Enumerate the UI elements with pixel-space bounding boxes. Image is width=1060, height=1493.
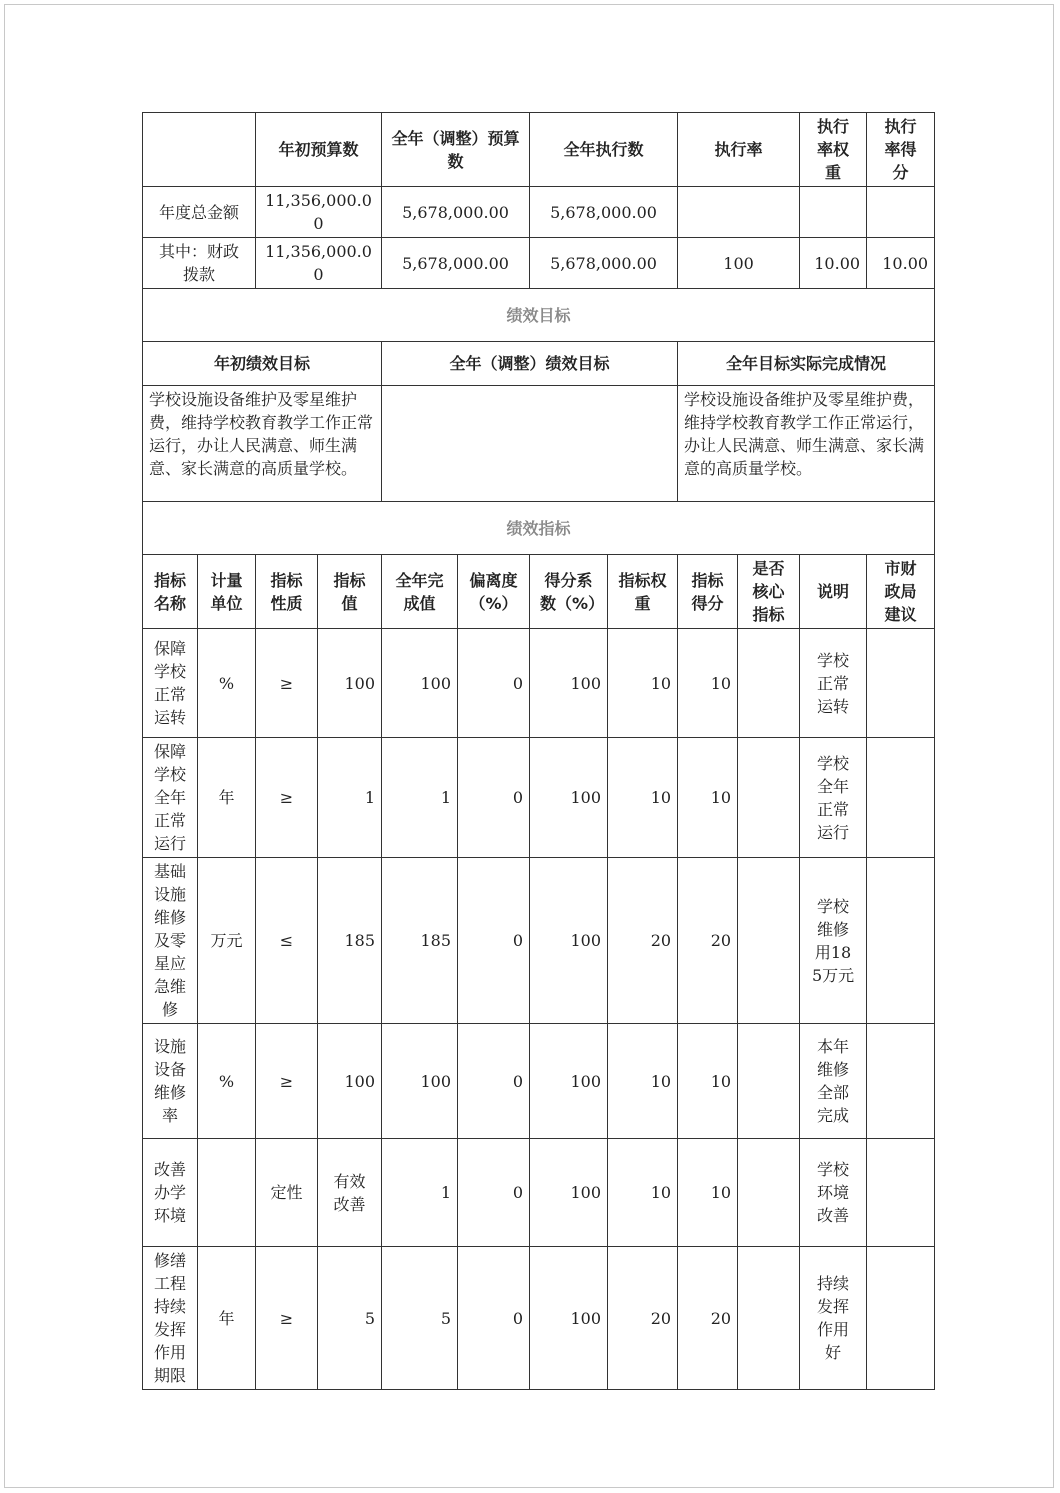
ind-unit: % [198,1024,256,1139]
ind-unit [198,1139,256,1247]
budget-row-adjusted: 5,678,000.00 [382,238,530,289]
ind-value: 185 [318,858,382,1024]
ind-nature: 定性 [256,1139,318,1247]
ind-weight: 10 [608,738,678,858]
ind-value: 100 [318,629,382,738]
indicator-row [143,1139,935,1247]
budget-row-label: 年度总金额 [143,187,256,238]
ind-completed: 100 [382,629,458,738]
indicator-row [143,738,935,858]
ind-unit: 年 [198,1247,256,1390]
indicator-row [143,858,935,1024]
ind-header-advice: 市财政局建议 [867,555,935,629]
ind-value: 有效改善 [318,1139,382,1247]
budget-row-executed: 5,678,000.00 [530,238,678,289]
ind-core [738,738,800,858]
budget-row-rate [678,187,800,238]
ind-header-name: 指标名称 [143,555,198,629]
ind-name: 基础设施维修及零星应急维修 [143,858,198,1024]
budget-row-initial: 11,356,000.00 [256,187,382,238]
ind-header-deviation: 偏离度（%） [458,555,530,629]
ind-coef: 100 [530,1024,608,1139]
ind-weight: 20 [608,858,678,1024]
ind-name: 保障学校正常运转 [143,629,198,738]
budget-header-blank [143,113,256,187]
ind-header-core: 是否核心指标 [738,555,800,629]
ind-name: 改善办学环境 [143,1139,198,1247]
ind-deviation: 0 [458,738,530,858]
ind-deviation: 0 [458,1024,530,1139]
budget-header-score: 执行率得分 [867,113,935,187]
ind-value: 1 [318,738,382,858]
budget-row-weight [800,187,867,238]
ind-header-completed: 全年完成值 [382,555,458,629]
goals-header-actual: 全年目标实际完成情况 [678,342,935,386]
ind-advice [867,858,935,1024]
ind-completed: 1 [382,738,458,858]
ind-core [738,1024,800,1139]
budget-header-executed: 全年执行数 [530,113,678,187]
budget-row-score: 10.00 [867,238,935,289]
ind-note: 本年维修全部完成 [800,1024,867,1139]
ind-nature: ≥ [256,629,318,738]
ind-header-unit: 计量单位 [198,555,256,629]
goals-header-adjusted: 全年（调整）绩效目标 [382,342,678,386]
budget-header-adjusted: 全年（调整）预算数 [382,113,530,187]
budget-row-rate: 100 [678,238,800,289]
ind-weight: 10 [608,1139,678,1247]
goals-header-row [143,342,935,386]
ind-core [738,1247,800,1390]
goals-actual-text: 学校设施设备维护及零星维护费，维持学校教育教学工作正常运行，办让人民满意、师生满意、家长满意的高质量学校。 [678,386,935,502]
ind-score: 20 [678,858,738,1024]
ind-header-coef: 得分系数（%） [530,555,608,629]
indicator-row [143,1024,935,1139]
ind-unit: % [198,629,256,738]
ind-value: 5 [318,1247,382,1390]
ind-note: 学校环境改善 [800,1139,867,1247]
indicator-row [143,629,935,738]
ind-core [738,629,800,738]
budget-row [143,238,935,289]
ind-advice [867,1247,935,1390]
goals-content-row [143,386,935,502]
ind-completed: 1 [382,1139,458,1247]
ind-advice [867,738,935,858]
ind-deviation: 0 [458,858,530,1024]
ind-deviation: 0 [458,1247,530,1390]
ind-nature: ≥ [256,738,318,858]
goals-adjusted-text [382,386,678,502]
ind-score: 20 [678,1247,738,1390]
performance-table [142,112,935,1390]
ind-score: 10 [678,1024,738,1139]
ind-header-score: 指标得分 [678,555,738,629]
ind-note: 学校维修用185万元 [800,858,867,1024]
ind-weight: 20 [608,1247,678,1390]
goals-initial-text: 学校设施设备维护及零星维护费，维持学校教育教学工作正常运行，办让人民满意、师生满意、家长满意的高质量学校。 [143,386,382,502]
ind-score: 10 [678,629,738,738]
ind-weight: 10 [608,1024,678,1139]
ind-deviation: 0 [458,629,530,738]
ind-completed: 185 [382,858,458,1024]
budget-header-row [143,113,935,187]
indicators-section-title: 绩效指标 [143,502,935,555]
ind-name: 保障学校全年正常运行 [143,738,198,858]
ind-core [738,1139,800,1247]
budget-header-weight: 执行率权重 [800,113,867,187]
budget-row-executed: 5,678,000.00 [530,187,678,238]
ind-note: 持续发挥作用好 [800,1247,867,1390]
ind-note: 学校全年正常运行 [800,738,867,858]
ind-coef: 100 [530,738,608,858]
ind-header-nature: 指标性质 [256,555,318,629]
ind-value: 100 [318,1024,382,1139]
ind-coef: 100 [530,1247,608,1390]
indicators-header-row [143,555,935,629]
budget-row-score [867,187,935,238]
ind-coef: 100 [530,858,608,1024]
ind-unit: 万元 [198,858,256,1024]
ind-header-weight: 指标权重 [608,555,678,629]
ind-core [738,858,800,1024]
ind-header-note: 说明 [800,555,867,629]
ind-coef: 100 [530,629,608,738]
ind-score: 10 [678,738,738,858]
ind-advice [867,629,935,738]
ind-advice [867,1139,935,1247]
goals-section-title: 绩效目标 [143,289,935,342]
budget-row-initial: 11,356,000.00 [256,238,382,289]
ind-completed: 100 [382,1024,458,1139]
budget-header-initial: 年初预算数 [256,113,382,187]
ind-header-value: 指标值 [318,555,382,629]
ind-completed: 5 [382,1247,458,1390]
goals-header-initial: 年初绩效目标 [143,342,382,386]
ind-nature: ≤ [256,858,318,1024]
ind-coef: 100 [530,1139,608,1247]
budget-row-weight: 10.00 [800,238,867,289]
indicator-row [143,1247,935,1390]
ind-name: 修缮工程持续发挥作用期限 [143,1247,198,1390]
ind-unit: 年 [198,738,256,858]
budget-header-rate: 执行率 [678,113,800,187]
ind-nature: ≥ [256,1247,318,1390]
ind-deviation: 0 [458,1139,530,1247]
budget-row-label: 其中：财政拨款 [143,238,256,289]
ind-name: 设施设备维修率 [143,1024,198,1139]
ind-weight: 10 [608,629,678,738]
ind-advice [867,1024,935,1139]
budget-row-adjusted: 5,678,000.00 [382,187,530,238]
budget-row [143,187,935,238]
ind-nature: ≥ [256,1024,318,1139]
ind-note: 学校正常运转 [800,629,867,738]
ind-score: 10 [678,1139,738,1247]
